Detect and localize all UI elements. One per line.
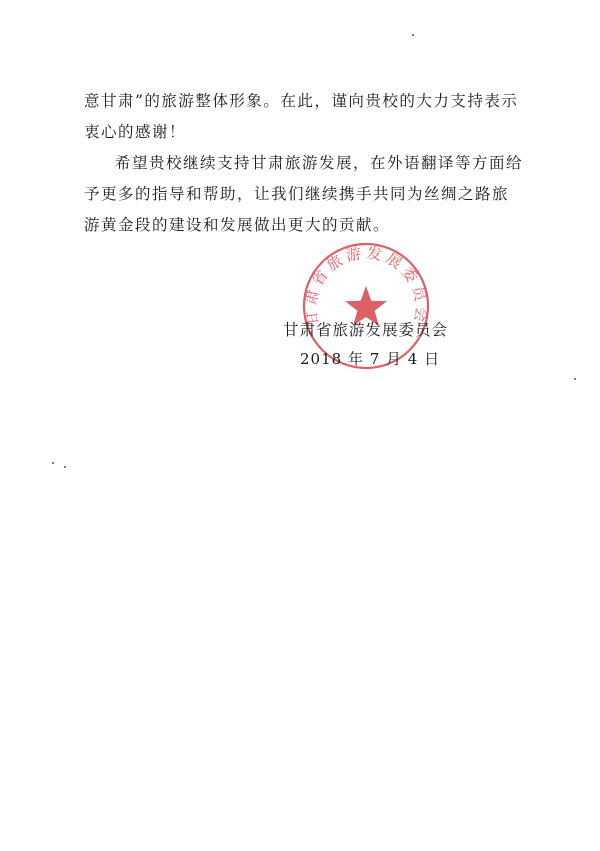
seal-ring-text: 甘肃省旅游发展委员会 bbox=[301, 243, 431, 328]
scan-speck bbox=[52, 462, 54, 464]
signature-date: 2018 年 7 月 4 日 bbox=[300, 350, 441, 368]
signer-organization: 甘肃省旅游发展委员会 bbox=[283, 321, 449, 339]
scan-speck bbox=[574, 378, 576, 380]
letter-paragraph-2: 希望贵校继续支持甘肃旅游发展，在外语翻译等方面给予更多的指导和帮助，让我们继续携手共同为丝绸之路旅游黄金段的建设和发展做出更大的贡献。 bbox=[84, 154, 524, 234]
letter-paragraph-1: 意甘肃”的旅游整体形象。在此，谨向贵校的大力支持表示衷心的感谢！ bbox=[84, 92, 519, 141]
scan-speck bbox=[412, 34, 414, 36]
scan-speck bbox=[64, 466, 66, 468]
